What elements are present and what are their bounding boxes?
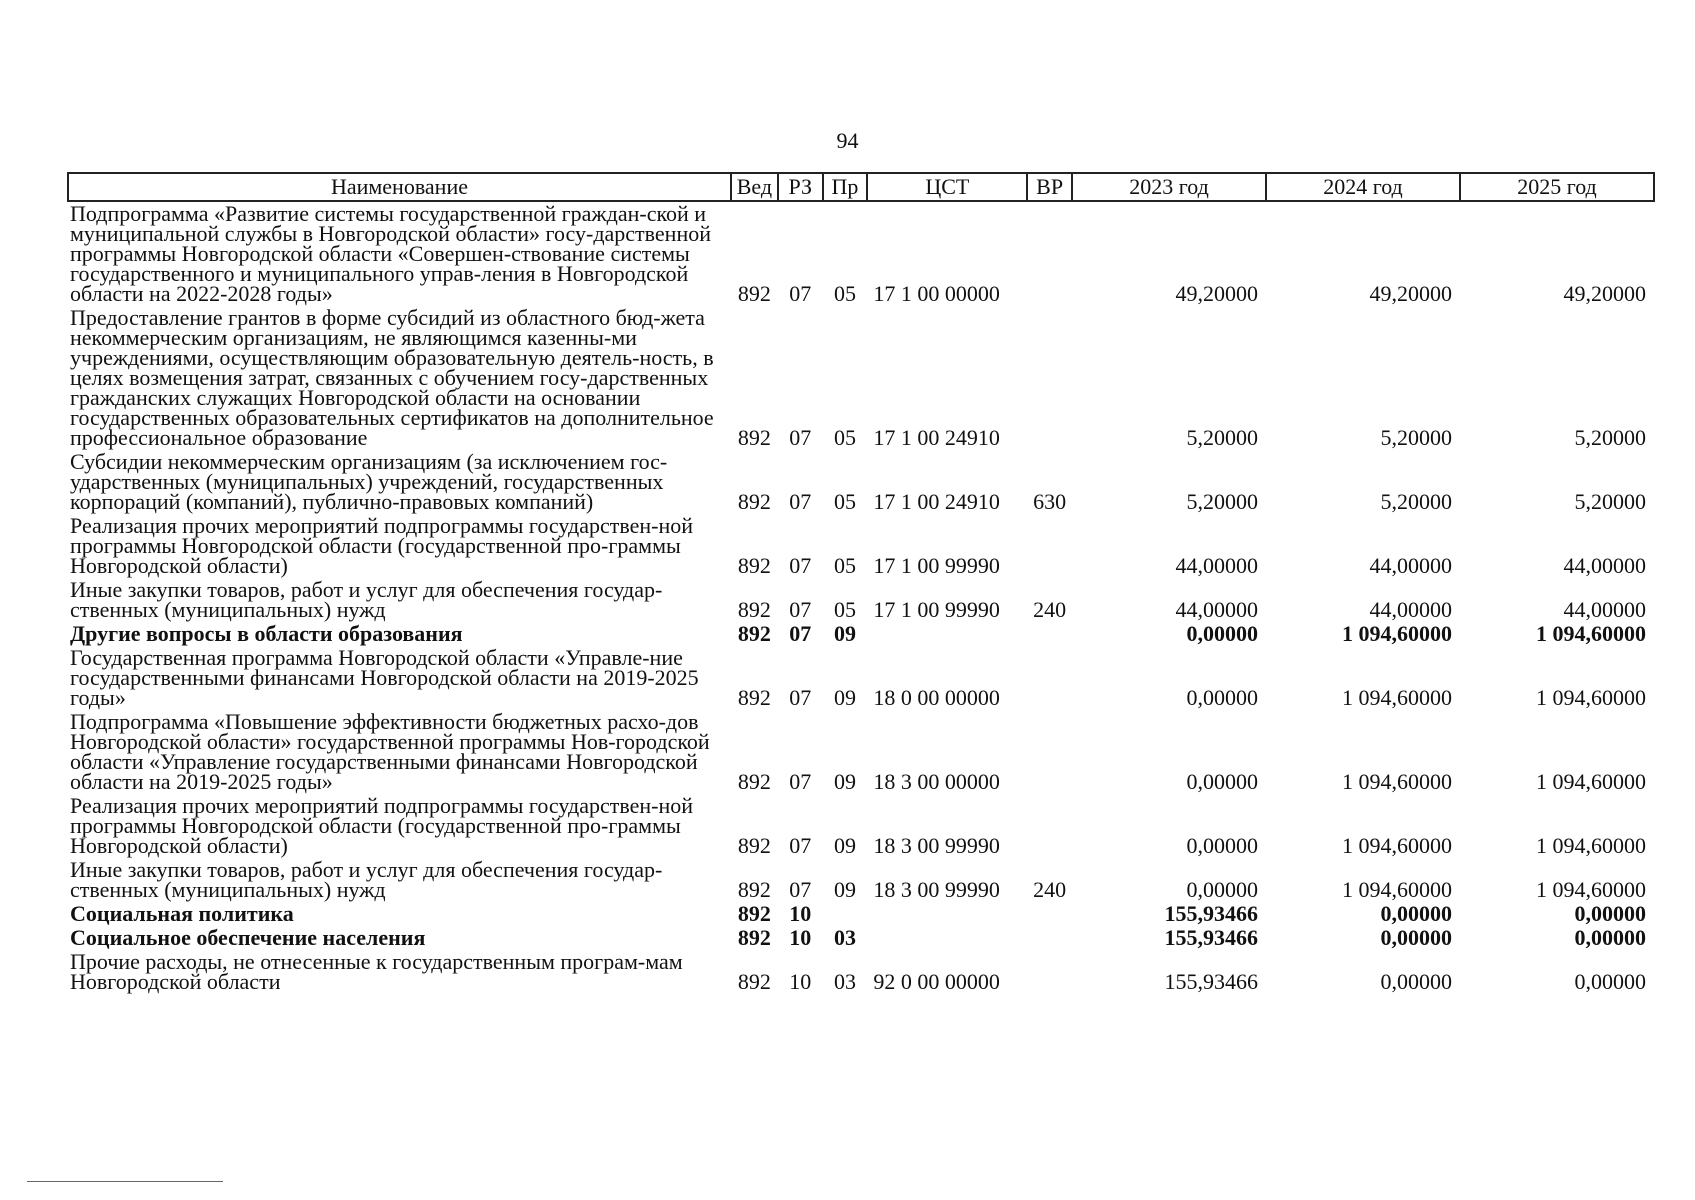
cell-2023: 0,00000 [1186,685,1258,710]
cell-2025: 44,00000 [1563,553,1646,578]
cell-pr: 09 [833,769,856,794]
cell-vr: 630 [1033,489,1067,514]
cell-ved: 892 [737,969,771,994]
cell-2025: 1 094,60000 [1536,621,1646,646]
cell-vr [1027,794,1072,858]
cell-cst: 92 0 00 00000 [873,969,1000,994]
cell-pr: 05 [833,489,856,514]
cell-name: Предоставление грантов в форме субсидий из областного бюд-жета некоммерческим организациям, не являющимся казенны-ми учреждениями, осуществляющим образовательную деятель-ность, в целях возмещения затрат, связанных с обучением госу-дарственных гражданских служащих Новгородской области на основании государственных образовательных сертификатов на дополнительное профессиональное образование [70,305,714,450]
header-ved: Вед [731,173,778,201]
cell-2025: 1 094,60000 [1536,685,1646,710]
cell-rz: 07 [789,281,812,306]
header-cst: ЦСТ [867,173,1027,201]
cell-ved: 892 [737,597,771,622]
cell-cst: 17 1 00 24910 [873,489,1000,514]
header-2023: 2023 год [1072,173,1266,201]
table-row [68,450,1654,514]
cell-vr [1027,306,1072,450]
cell-cst: 17 1 00 99990 [873,553,1000,578]
cell-vr [1027,926,1072,950]
cell-vr [1027,514,1072,578]
cell-rz: 07 [789,877,812,902]
cell-name: Субсидии некоммерческим организациям (за исключением гос-ударственных (муниципальных) учреждений, государственных корпораций (компаний), публично-правовых компаний) [70,449,668,514]
cell-name: Другие вопросы в области образования [70,621,463,646]
cell-pr: 05 [833,425,856,450]
cell-pr: 03 [833,925,856,950]
cell-vr [1027,710,1072,794]
cell-2025: 0,00000 [1574,901,1646,926]
cell-2023: 0,00000 [1186,833,1258,858]
cell-name: Реализация прочих мероприятий подпрограммы государствен-ной программы Новгородской области (государственной про-граммы Новгородской области) [70,513,694,578]
table-row [68,514,1654,578]
cell-2024: 5,20000 [1380,489,1452,514]
cell-2023: 155,93466 [1164,901,1258,926]
footer-rule [27,1181,223,1182]
cell-2023: 155,93466 [1164,969,1258,994]
cell-pr: 03 [833,969,856,994]
cell-2024: 44,00000 [1369,553,1452,578]
cell-vr: 240 [1033,597,1067,622]
cell-vr [1027,201,1072,306]
cell-2023: 0,00000 [1186,621,1258,646]
cell-2025: 5,20000 [1574,489,1646,514]
cell-ved: 892 [737,901,771,926]
table-row [68,902,1654,926]
cell-vr [1027,950,1072,994]
cell-name: Иные закупки товаров, работ и услуг для обеспечения государ-ственных (муниципальных) нужд [70,577,663,622]
table-header [68,173,1654,201]
cell-vr [1027,902,1072,926]
page-number: 94 [836,128,859,153]
cell-vr [1027,646,1072,710]
cell-2024: 1 094,60000 [1341,769,1452,794]
cell-2025: 1 094,60000 [1536,833,1646,858]
cell-pr [823,902,868,926]
table-row [68,578,1654,622]
cell-2024: 0,00000 [1380,901,1452,926]
cell-cst: 17 1 00 99990 [873,597,1000,622]
table-row [68,201,1654,306]
cell-rz: 10 [789,901,812,926]
cell-2024: 1 094,60000 [1341,685,1452,710]
cell-cst [867,902,1027,926]
header-pr: Пр [823,173,868,201]
header-rz: РЗ [778,173,823,201]
cell-name: Социальное обеспечение населения [70,925,426,950]
cell-cst [867,926,1027,950]
cell-cst: 17 1 00 00000 [873,281,1000,306]
cell-name: Иные закупки товаров, работ и услуг для обеспечения государ-ственных (муниципальных) нужд [70,857,663,902]
table-row [68,622,1654,646]
cell-2025: 49,20000 [1563,281,1646,306]
cell-vr [1027,622,1072,646]
table-row [68,950,1654,994]
cell-pr: 09 [833,833,856,858]
cell-name: Реализация прочих мероприятий подпрограммы государствен-ной программы Новгородской области (государственной про-граммы Новгородской области) [70,793,694,858]
table-row [68,710,1654,794]
cell-2024: 5,20000 [1380,425,1452,450]
cell-2024: 1 094,60000 [1341,621,1452,646]
cell-rz: 07 [789,833,812,858]
table-row [68,926,1654,950]
cell-ved: 892 [737,489,771,514]
table-body [68,201,1654,994]
cell-2023: 44,00000 [1175,553,1258,578]
cell-ved: 892 [737,833,771,858]
cell-ved: 892 [737,281,771,306]
cell-name: Прочие расходы, не отнесенные к государственным програм-мам Новгородской области [70,949,683,994]
cell-pr: 09 [833,621,856,646]
cell-cst: 17 1 00 24910 [873,425,1000,450]
cell-2025: 5,20000 [1574,425,1646,450]
cell-2025: 1 094,60000 [1536,769,1646,794]
cell-ved: 892 [737,685,771,710]
budget-table [67,172,1655,994]
cell-2024: 44,00000 [1369,597,1452,622]
cell-2024: 0,00000 [1380,925,1452,950]
cell-ved: 892 [737,877,771,902]
cell-2025: 0,00000 [1574,969,1646,994]
cell-pr: 05 [833,597,856,622]
cell-ved: 892 [737,925,771,950]
cell-rz: 10 [789,969,812,994]
table-row [68,646,1654,710]
cell-rz: 07 [789,685,812,710]
cell-pr: 09 [833,685,856,710]
table-row [68,306,1654,450]
cell-name: Подпрограмма «Развитие системы государственной граждан-ской и муниципальной службы в Новгородской области» госу-дарственной программы Новгородской области «Совершен-ствование системы государственного и муниципального управ-ления в Новгородской области на 2022-2028 годы» [70,201,711,306]
cell-cst: 18 0 00 00000 [873,685,1000,710]
cell-ved: 892 [737,425,771,450]
cell-2024: 49,20000 [1369,281,1452,306]
cell-cst: 18 3 00 99990 [873,877,1000,902]
cell-pr: 05 [833,553,856,578]
cell-2025: 0,00000 [1574,925,1646,950]
header-2024: 2024 год [1266,173,1460,201]
cell-rz: 07 [789,621,812,646]
cell-2023: 49,20000 [1175,281,1258,306]
cell-rz: 07 [789,597,812,622]
cell-ved: 892 [737,769,771,794]
cell-2025: 1 094,60000 [1536,877,1646,902]
header-2025: 2025 год [1460,173,1654,201]
cell-name: Подпрограмма «Повышение эффективности бюджетных расхо-дов Новгородской области» государственной программы Нов-городской области «Управление государственными финансами Новгородской области на 2019-2025 годы» [70,709,710,794]
cell-2024: 1 094,60000 [1341,833,1452,858]
cell-rz: 07 [789,553,812,578]
cell-rz: 07 [789,489,812,514]
cell-2023: 0,00000 [1186,769,1258,794]
cell-2023: 155,93466 [1164,925,1258,950]
cell-cst: 18 3 00 99990 [873,833,1000,858]
header-vr: ВР [1027,173,1072,201]
table-row [68,794,1654,858]
cell-2023: 5,20000 [1186,425,1258,450]
cell-cst [867,622,1027,646]
cell-ved: 892 [737,553,771,578]
cell-vr: 240 [1033,877,1067,902]
cell-2023: 0,00000 [1186,877,1258,902]
cell-rz: 07 [789,425,812,450]
table-row [68,858,1654,902]
cell-name: Социальная политика [70,901,294,926]
cell-2023: 44,00000 [1175,597,1258,622]
header-name: Наименование [68,173,731,201]
cell-2025: 44,00000 [1563,597,1646,622]
cell-name: Государственная программа Новгородской области «Управле-ние государственными финансами Новгородской области на 2019-2025 годы» [70,645,699,710]
cell-cst: 18 3 00 00000 [873,769,1000,794]
cell-pr: 09 [833,877,856,902]
cell-2023: 5,20000 [1186,489,1258,514]
cell-pr: 05 [833,281,856,306]
cell-rz: 10 [789,925,812,950]
cell-2024: 0,00000 [1380,969,1452,994]
cell-ved: 892 [737,621,771,646]
cell-rz: 07 [789,769,812,794]
cell-2024: 1 094,60000 [1341,877,1452,902]
